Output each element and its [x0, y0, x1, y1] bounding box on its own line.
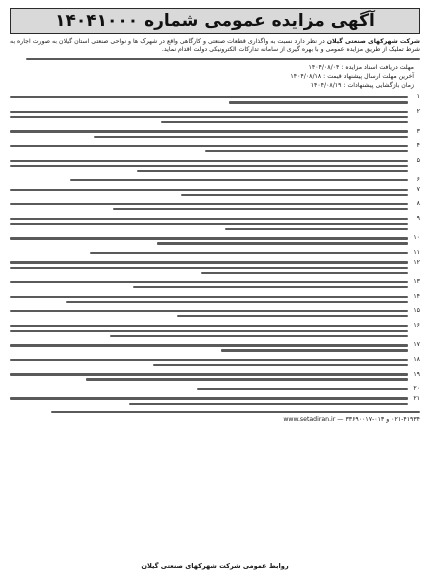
- contact-phones: ۰۲۱-۴۱۹۳۴ و ۰۱۳-۳۳۶۹۰۰۱۷: [345, 416, 420, 424]
- condition-item: [10, 356, 420, 369]
- text-line: [66, 301, 408, 303]
- date-value: ۱۴۰۴/۰۸/۰۴: [308, 64, 340, 72]
- text-line: [10, 261, 408, 263]
- text-line: [70, 179, 408, 181]
- condition-item: [10, 307, 420, 320]
- condition-number: ۹: [416, 214, 420, 222]
- text-line: [10, 267, 408, 269]
- text-line: [10, 203, 408, 205]
- condition-text: [10, 249, 408, 257]
- condition-text: [10, 234, 408, 247]
- text-line: [90, 252, 408, 254]
- contact-block: ۰۲۱-۴۱۹۳۴ و ۰۱۳-۳۳۶۹۰۰۱۷ — www.setadiran.ir: [10, 411, 420, 425]
- text-line: [129, 403, 408, 405]
- text-line: [10, 145, 408, 147]
- text-line: [10, 130, 408, 132]
- text-line: [26, 58, 420, 60]
- condition-text: [10, 186, 408, 199]
- condition-number: ۲: [416, 107, 420, 115]
- condition-text: [10, 371, 408, 384]
- text-line: [10, 165, 408, 167]
- text-line: [110, 335, 409, 337]
- intro-paragraph: [10, 38, 420, 55]
- text-line: [10, 359, 408, 361]
- condition-item: [10, 293, 420, 306]
- condition-item: [10, 395, 420, 408]
- condition-item: [10, 249, 420, 257]
- condition-text: [10, 293, 408, 306]
- condition-number: ۲۱: [413, 394, 420, 402]
- text-line: [10, 344, 408, 346]
- condition-text: [10, 356, 408, 369]
- date-value: ۱۴۰۴/۰۸/۱۸: [290, 73, 322, 81]
- text-line: [177, 315, 408, 317]
- text-line: [10, 218, 408, 220]
- text-line: [10, 397, 408, 399]
- date-row: زمان بازگشایی پیشنهادات : ۱۴۰۴/۰۸/۱۹: [310, 82, 414, 90]
- condition-item: [10, 215, 420, 233]
- condition-item: [10, 278, 420, 291]
- notice-title: آگهی مزایده عمومی شماره ۱۴۰۴۱۰۰۰: [55, 11, 375, 31]
- condition-text: [10, 307, 408, 320]
- condition-item: [10, 176, 420, 184]
- text-line: [94, 136, 408, 138]
- text-line: [10, 96, 408, 98]
- text-line: [201, 272, 408, 274]
- intro-text: در نظر دارد نسبت به واگذاری قطعات صنعتی و کارگاهی واقع در شهرک ها و نواحی صنعتی استان گیلان به صورت اجاره به شرط تملیک از طریق مزایده عمومی و با بهره گیری از سامانه تدارکات الکترونیکی دولت اقدام نماید.: [10, 38, 420, 54]
- text-line: [221, 349, 408, 351]
- condition-item: [10, 200, 420, 213]
- text-line: [10, 281, 408, 283]
- text-line: [10, 310, 408, 312]
- condition-text: [10, 108, 408, 126]
- condition-text: [10, 176, 408, 184]
- condition-text: [10, 341, 408, 354]
- condition-number: ۵: [416, 156, 420, 164]
- dates-block: [10, 63, 420, 90]
- condition-number: ۱۵: [413, 307, 420, 315]
- condition-item: [10, 259, 420, 277]
- text-line: [10, 296, 408, 298]
- condition-number: ۱۶: [413, 321, 420, 329]
- condition-text: [10, 128, 408, 141]
- text-line: [10, 325, 408, 327]
- condition-number: ۴: [416, 142, 420, 150]
- condition-number: ۱۸: [413, 355, 420, 363]
- condition-item: [10, 142, 420, 155]
- condition-number: ۱۷: [413, 341, 420, 349]
- condition-number: ۲۰: [413, 385, 420, 393]
- condition-item: [10, 371, 420, 384]
- condition-number: ۱۲: [413, 258, 420, 266]
- condition-text: [10, 215, 408, 233]
- date-label: مهلت دریافت اسناد مزایده: [345, 64, 414, 72]
- condition-item: [10, 234, 420, 247]
- condition-number: ۷: [416, 185, 420, 193]
- text-line: [10, 223, 408, 225]
- text-line: [10, 111, 408, 113]
- condition-text: [10, 395, 408, 408]
- condition-number: ۳: [416, 127, 420, 135]
- text-line: [229, 101, 408, 103]
- text-line: [10, 116, 408, 118]
- condition-item: [10, 108, 420, 126]
- condition-text: [10, 200, 408, 213]
- text-line: [133, 286, 408, 288]
- condition-text: [10, 93, 408, 106]
- text-line: [10, 330, 408, 332]
- date-value: ۱۴۰۴/۰۸/۱۹: [310, 82, 342, 90]
- condition-text: [10, 259, 408, 277]
- condition-number: ۸: [416, 200, 420, 208]
- date-label: آخرین مهلت ارسال پیشنهاد قیمت: [327, 73, 414, 81]
- condition-item: [10, 341, 420, 354]
- text-line: [51, 411, 420, 413]
- text-line: [10, 373, 408, 375]
- date-row: مهلت دریافت اسناد مزایده : ۱۴۰۴/۰۸/۰۴: [308, 64, 414, 72]
- condition-text: [10, 278, 408, 291]
- condition-number: ۱۱: [413, 249, 420, 257]
- condition-text: [10, 142, 408, 155]
- notice-signature: روابط عمومی شرکت شهرکهای صنعتی گیلان: [141, 562, 289, 570]
- condition-item: [10, 385, 420, 393]
- notice-header: [10, 8, 420, 34]
- condition-item: [10, 157, 420, 175]
- text-line: [225, 228, 408, 230]
- text-line: [10, 237, 408, 239]
- condition-item: [10, 186, 420, 199]
- conditions-list: [10, 93, 420, 407]
- date-row: آخرین مهلت ارسال پیشنهاد قیمت : ۱۴۰۴/۰۸/۱۸: [290, 73, 414, 81]
- condition-number: ۱: [416, 93, 420, 101]
- text-line: [205, 150, 408, 152]
- condition-item: [10, 128, 420, 141]
- condition-number: ۱۹: [413, 370, 420, 378]
- text-line: [10, 160, 408, 162]
- text-line: [10, 189, 408, 191]
- condition-number: ۶: [416, 176, 420, 184]
- condition-number: ۱۰: [413, 234, 420, 242]
- condition-number: ۱۴: [413, 292, 420, 300]
- text-line: [137, 170, 408, 172]
- contact-website[interactable]: www.setadiran.ir: [283, 416, 336, 424]
- condition-text: [10, 385, 408, 393]
- condition-text: [10, 322, 408, 340]
- text-line: [113, 208, 408, 210]
- date-label: زمان بازگشایی پیشنهادات: [347, 82, 414, 90]
- text-line: [181, 194, 408, 196]
- text-line: [86, 378, 408, 380]
- condition-text: [10, 157, 408, 175]
- condition-item: [10, 93, 420, 106]
- condition-number: ۱۳: [413, 278, 420, 286]
- text-line: [197, 388, 408, 390]
- text-line: [153, 364, 408, 366]
- condition-item: [10, 322, 420, 340]
- intro-organization: شرکت شهرکهای صنعتی گیلان: [326, 38, 420, 45]
- text-line: [161, 121, 408, 123]
- text-line: [157, 242, 408, 244]
